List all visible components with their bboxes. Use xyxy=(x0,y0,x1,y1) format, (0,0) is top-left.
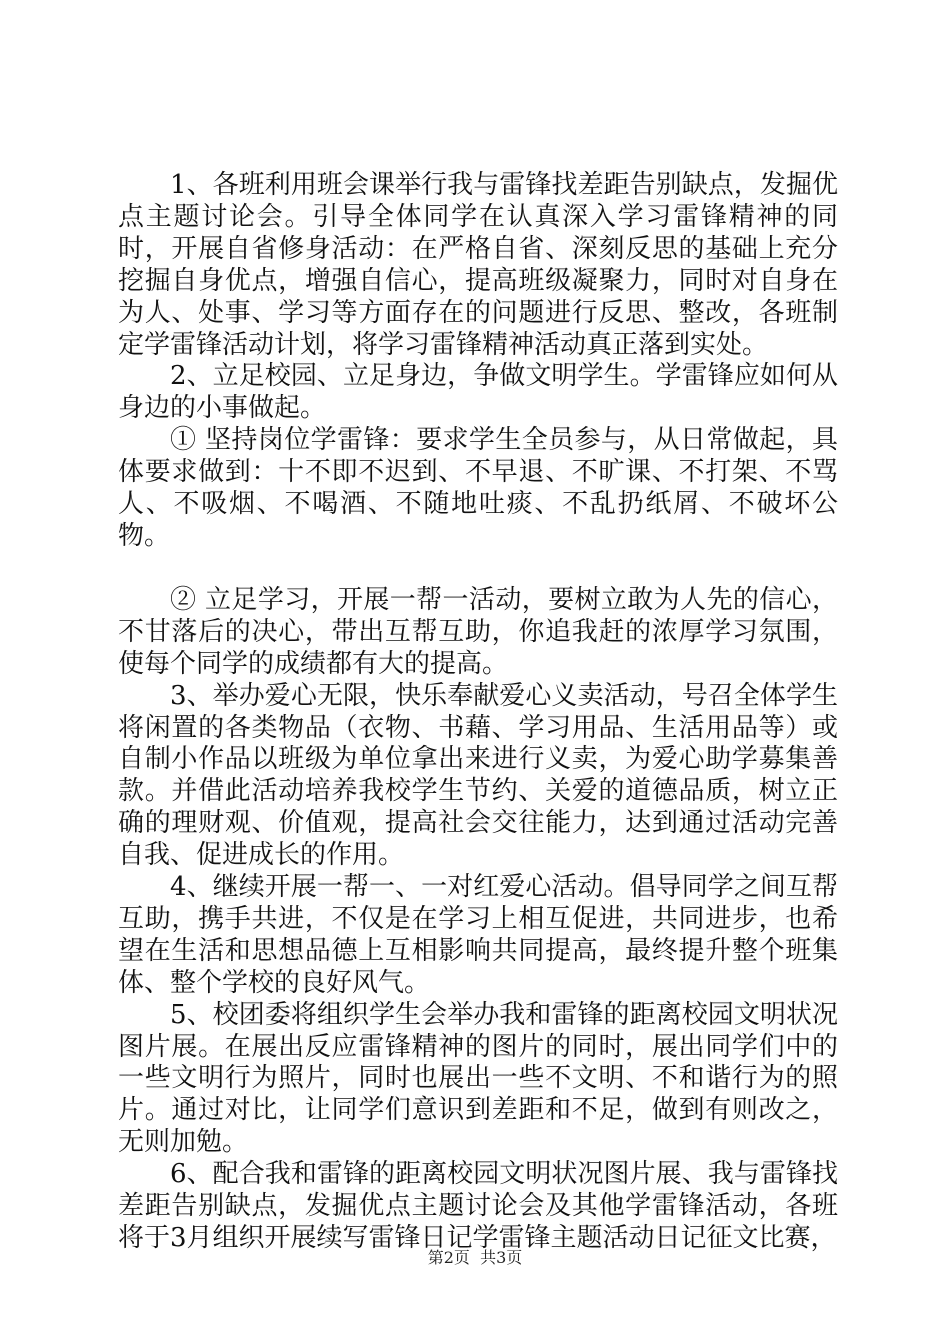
paragraph-item-4: 4、继续开展一帮一、一对红爱心活动。倡导同学之间互帮互助，携手共进，不仅是在学习上相互促进，共同进步，也希望在生活和思想品德上互相影响共同提高，最终提升整个班集体、整个学校的良好风气。 xyxy=(118,872,838,998)
paragraph-item-2-1: ① 坚持岗位学雷锋：要求学生全员参与，从日常做起，具体要求做到：十不即不迟到、不早退、不旷课、不打架、不骂人、不吸烟、不喝酒、不随地吐痰、不乱扔纸屑、不破坏公物。 xyxy=(118,425,838,551)
paragraph-item-6: 6、配合我和雷锋的距离校园文明状况图片展、我与雷锋找差距告别缺点，发掘优点主题讨论会及其他学雷锋活动，各班将于3月组织开展续写雷锋日记学雷锋主题活动日记征文比赛， xyxy=(118,1159,838,1253)
paragraph-item-5: 5、校团委将组织学生会举办我和雷锋的距离校园文明状况图片展。在展出反应雷锋精神的图片的同时，展出同学们中的一些文明行为照片，同时也展出一些不文明、不和谐行为的照片。通过对比，让同学们意识到差距和不足，做到有则改之，无则加勉。 xyxy=(118,999,838,1158)
paragraph-item-2-2: ② 立足学习，开展一帮一活动，要树立敢为人先的信心，不甘落后的决心，带出互帮互助，你追我赶的浓厚学习氛围，使每个同学的成绩都有大的提高。 xyxy=(118,584,838,679)
paragraph-item-2: 2、立足校园、立足身边，争做文明学生。学雷锋应如何从身边的小事做起。 xyxy=(118,361,838,424)
paragraph-item-3: 3、举办爱心无限，快乐奉献爱心义卖活动，号召全体学生将闲置的各类物品（衣物、书藉、学习用品、生活用品等）或自制小作品以班级为单位拿出来进行义卖，为爱心助学募集善款。并借此活动培养我校学生节约、关爱的道德品质，树立正确的理财观、价值观，提高社会交往能力，达到通过活动完善自我、促进成长的作用。 xyxy=(118,680,838,871)
page-number-footer: 第2页 共3页 xyxy=(427,1248,523,1267)
paragraph-item-1: 1、各班利用班会课举行我与雷锋找差距告别缺点，发掘优点主题讨论会。引导全体同学在认真深入学习雷锋精神的同时，开展自省修身活动：在严格自省、深刻反思的基础上充分挖掘自身优点，增强自信心，提高班级凝聚力，同时对自身在为人、处事、学习等方面存在的问题进行反思、整改，各班制定学雷锋活动计划，将学习雷锋精神活动真正落到实处。 xyxy=(118,170,838,360)
document-body xyxy=(118,170,838,1255)
